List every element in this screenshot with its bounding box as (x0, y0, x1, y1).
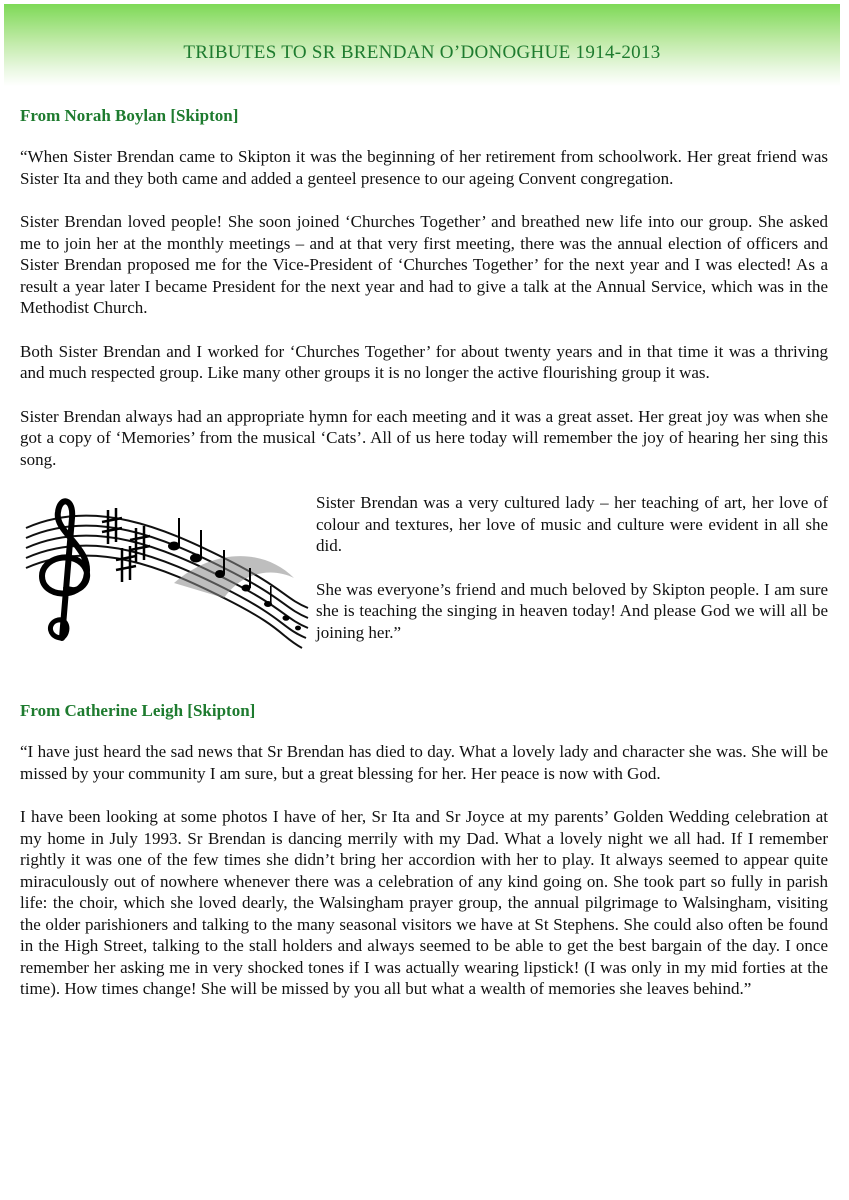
main-content (20, 104, 828, 1022)
tribute-heading: From Norah Boylan [Skipton] (20, 106, 239, 125)
tribute-catherine-leigh (20, 699, 828, 1000)
music-block (20, 492, 828, 665)
title-banner (4, 4, 840, 86)
tribute-paragraph: Sister Brendan was a very cultured lady – her teaching of art, her love of colour and textures, her love of music and culture were evident in all she did. (316, 493, 828, 555)
page-title: TRIBUTES TO SR BRENDAN O’DONOGHUE 1914-2013 (183, 42, 661, 63)
tribute-paragraph: Sister Brendan always had an appropriate hymn for each meeting and it was a great asset. Her great joy was when she got a copy of ‘Memories’ from the musical ‘Cats’. All of us here today will remember the joy of hearing her sing this song. (20, 406, 828, 469)
tribute-paragraph: I have been looking at some photos I have of her, Sr Ita and Sr Joyce at my parents’ Golden Wedding celebration at my home in July 1993. Sr Brendan is dancing merrily with my Dad. What a lovely night we all had. If I remember rightly it was one of the few times she didn’t bring her accordion with her to play. It always seemed to appear quite miraculously out of nowhere whenever there was a celebration of any kind going on. She took part so fully in parish life: the choir, which she loved dearly, the Walsingham prayer group, the annual pilgrimage to Walsingham, visiting the older parishioners and talking to the many seasonal visitors we have at St Stephens. She could also often be found in the High Street, talking to the stall holders and always seemed to be able to get the best bargain of the day. I once remember her asking me in very shocked tones if I was actually wearing lipstick! (I was only in my mid forties at the time). How times change! She will be missed by you all but what a wealth of memories she leaves behind.” (20, 807, 828, 998)
tribute-heading: From Catherine Leigh [Skipton] (20, 701, 256, 720)
tribute-paragraph: “I have just heard the sad news that Sr Brendan has died to day. What a lovely lady and character she was. She will be missed by your community I am sure, but a great blessing for her. Her peace is now with God. (20, 742, 828, 783)
tribute-paragraph: She was everyone’s friend and much beloved by Skipton people. I am sure she is teaching the singing in heaven today! And please God we will all be joining her.” (316, 579, 828, 642)
tribute-paragraph: Both Sister Brendan and I worked for ‘Churches Together’ for about twenty years and in that time it was a thriving and much respected group. Like many other groups it is no longer the active flourishing group it was. (20, 341, 828, 382)
music-staff-treble-clef-icon (24, 488, 310, 658)
tribute-norah-boylan (20, 104, 828, 665)
music-side-text (316, 492, 828, 665)
tribute-paragraph: Sister Brendan loved people! She soon joined ‘Churches Together’ and breathed new life into our group. She asked me to join her at the monthly meetings – and at that very first meeting, there was the annual election of officers and Sister Brendan proposed me for the Vice-President of ‘Churches Together’ for the next year and I was elected! As a result a year later I became President for the next year and had to give a talk at the Annual Service, which was in the Methodist Church. (20, 212, 828, 317)
tribute-paragraph: “When Sister Brendan came to Skipton it was the beginning of her retirement from schoolwork. Her great friend was Sister Ita and they both came and added a genteel presence to our ageing Convent congregation. (20, 147, 828, 188)
